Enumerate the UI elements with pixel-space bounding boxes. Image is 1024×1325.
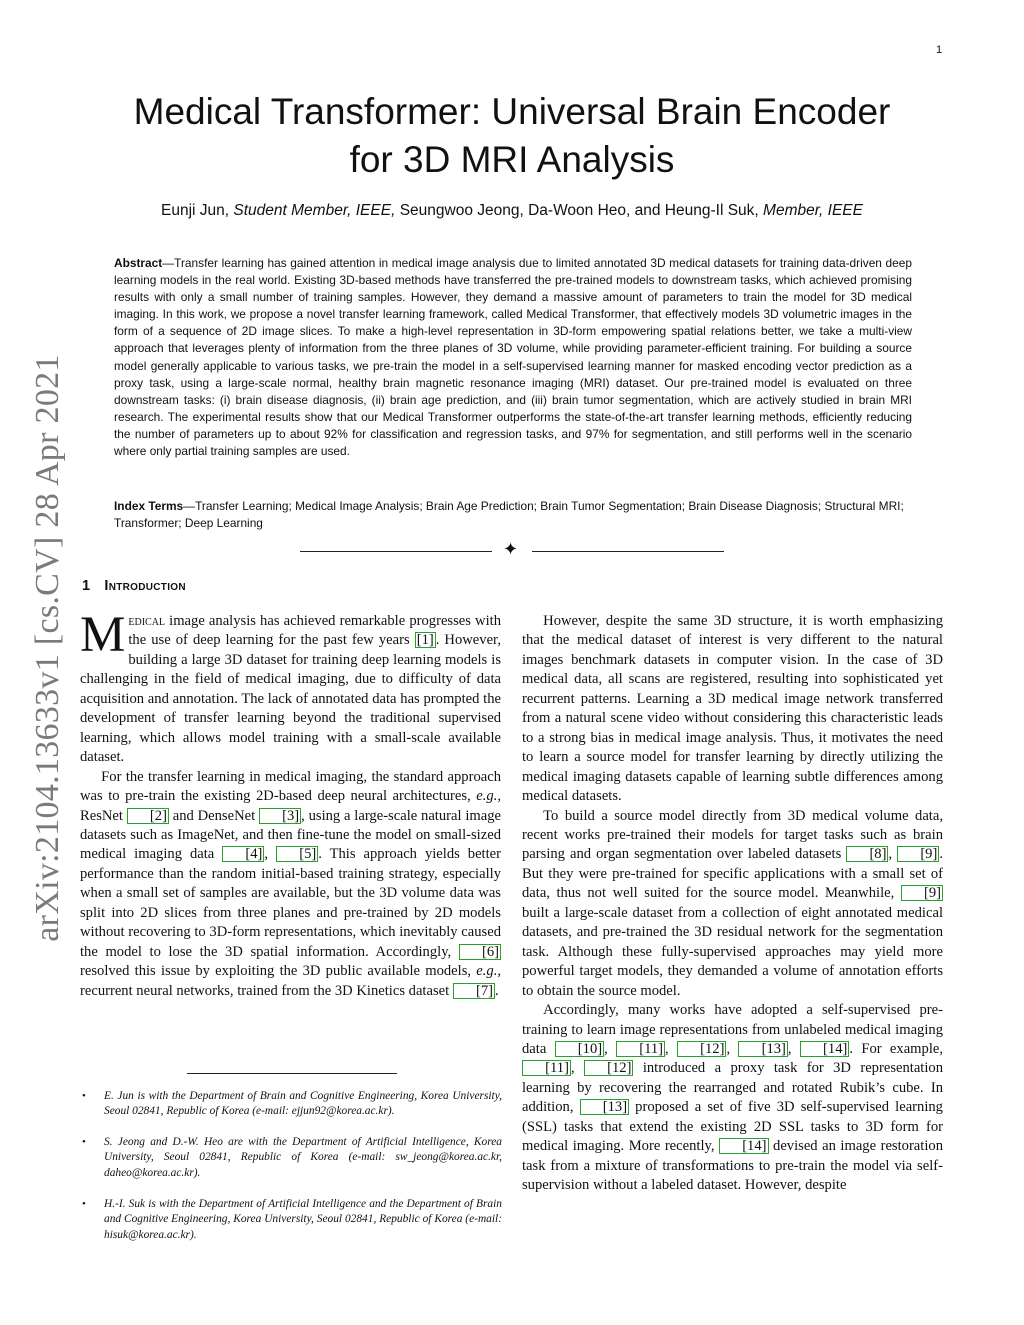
index-terms-text: —Transfer Learning; Medical Image Analysis; Brain Age Prediction; Brain Tumor Segmentation; Brain Disease Diagnosis; Structural MRI; Transformer; Deep Learning [114,499,904,531]
abstract-text: —Transfer learning has gained attention in medical image analysis due to limited annotated 3D medical datasets for training data-driven deep learning models in the real world. Existing 3D-based methods have transferred the pre-trained models to downstream tasks, which achieved promising results with only a small number of training samples. However, they demand a massive amount of parameters to train the model for 3D medical imaging. In this work, we propose a novel transfer learning framework, called Medical Transformer, that effectively models 3D volumetric images in the form of a sequence of 2D image slices. To make a high-level representation in 3D-form empowering spatial relations better, we take a multi-view approach that leverages plenty of information from the three planes of 3D volume, while providing parameter-efficient training. For building a source model generally applicable to various tasks, we pre-train the model in a self-supervised learning manner for masked encoding vector prediction as a proxy task, using a large-scale normal, healthy brain magnetic resonance imaging (MRI) dataset. Our pre-trained model is evaluated on three downstream tasks: (i) brain disease diagnosis, (ii) brain age prediction, and (iii) brain tumor segmentation, which are actively studied in brain MRI research. The experimental results show that our Medical Transformer outperforms the state-of-the-art transfer learning methods, efficiently reducing the number of parameters up to about 92% for classification and regression tasks, and 97% for segmentation, and still performs well in the scenario where only partial training samples are used. [114,256,912,459]
paragraph: Medical image analysis has achieved remarkable progresses with the use of deep learning for the past few years [1] . However, building a large 3D dataset for training deep learning models is challenging in the field of medical imaging, due to difficulty of data acquisition and annotation. The lack of annotated data has prompted the development of transfer learning beyond the traditional supervised learning, which allows model training with a small-scale available dataset. [80,607,501,766]
citation-link[interactable]: [7] [453,983,495,999]
page-number: 1 [936,44,943,56]
abstract [114,255,912,460]
footnote-rule [187,1073,397,1074]
citation-link[interactable]: [4] [222,846,264,862]
paragraph: Accordingly, many works have adopted a self-supervised pre-training to learn image representations from unlabeled medical imaging data [10] , [11] , [12] , [13] , [14] . For example, [11] , [12] introduced a proxy task for 3D representation learning by recovering the rearranged and rotated Rubik’s cube. In addition, [13] proposed a set of five 3D self-supervised learning (SSL) tasks that extend the existing 2D SSL tasks to 3D form for medical imaging. More recently, [14] devised an image restoration task from a mixture of transformations to pre-train the model via self-supervision without a labeled dataset. However, despite [522,1002,944,1194]
right-column [522,612,943,1196]
citation-link[interactable]: [13] [738,1041,787,1057]
citation-link[interactable]: [8] [846,846,888,862]
section-divider [300,541,724,561]
paragraph: However, despite the same 3D structure, it is worth emphasizing that the medical dataset of interest is very different to the natural images benchmark datasets in computer vision. In the case of 3D medical data, all scans are registered, resulting into sophisticated yet recurrent patterns. Learning a 3D medical image network transferred from a natural scene video without considering this characteristic leads to a strong bias in medical image analysis. Thus, it motivates the need to learn a source model for transfer learning by directly utilizing the medical imaging datasets capable of learning subtle differences among medical datasets. [522,613,943,805]
title-line-1: Medical Transformer: Universal Brain Encoder [133,91,891,132]
section-number: 1 [82,578,91,594]
citation-link[interactable]: [12] [677,1041,726,1057]
small-caps-word: edical [128,613,166,629]
index-terms-label: Index Terms [114,499,184,513]
citation-link[interactable]: [5] [276,846,318,862]
footnote [82,1089,502,1120]
citation-link[interactable]: [9] [897,846,939,862]
paragraph: To build a source model directly from 3D medical volume data, recent works pre-trained their models for target tasks such as brain parsing and organ segmentation over labeled datasets [8] , [9] . But they were pre-trained for specific applications with a small set of data, thus not well suited for the source model. Meanwhile, [9] built a large-scale dataset from a collection of eight annotated medical datasets, and pre-trained the 3D residual network for the segmentation task. Although these fully-supervised approaches may yield more powerful target models, they demanded a volume of annotation efforts to obtain the source model. [522,807,943,999]
left-column [80,607,501,1001]
citation-link[interactable]: [13] [580,1099,629,1115]
citation-link[interactable]: [14] [800,1041,849,1057]
citation-link[interactable]: [9] [901,885,943,901]
citation-link[interactable]: [6] [459,944,501,960]
section-title: Introduction [104,578,186,594]
divider-rule-right [532,551,724,552]
paragraph: For the transfer learning in medical imaging, the standard approach was to pre-train the existing 2D-based deep neural architectures, e.g., ResNet [2] and DenseNet [3] , using a large-scale natural image datasets such as ImageNet, and then fine-tune the model on small-sized medical imaging data [4] , [5] . This approach yields better performance than the random initial-based training strategy, especially when a small set of samples are available, but the 3D volume data was split into 2D slices from three planes and pre-trained by 2D models without recovering to 3D-form representations, which inevitably caused the model to lose the 3D spatial information. Accordingly, [6] resolved this issue by exploiting the 3D public available models, e.g., recurrent neural networks, trained from the 3D Kinetics dataset [7] . [80,768,501,999]
author-1: Eunji Jun, [161,202,234,219]
footnote-text: S. Jeong and D.-W. Heo are with the Department of Artificial Intelligence, Korea University, Seoul 02841, Republic of Korea (e-mail: sw_jeong@korea.ac.kr, daheo@korea.ac.kr). [104,1136,502,1179]
drop-cap: M [80,607,126,663]
divider-diamond-icon: ✦ [503,539,519,560]
citation-link[interactable]: [12] [584,1060,633,1076]
divider-rule-left [300,551,492,552]
bullet-icon: • [82,1090,86,1102]
arxiv-id-text: arXiv:2104.13633v1 [cs.CV] 28 Apr 2021 [29,353,66,942]
paper-title [90,88,934,184]
abstract-label: Abstract [114,256,163,270]
footnote-text: H.-I. Suk is with the Department of Artificial Intelligence and the Department of Brain and Cognitive Engineering, Korea University, Seoul 02841, Republic of Korea (e-mail: hisuk@korea.ac.kr). [104,1198,502,1241]
title-line-2: for 3D MRI Analysis [349,139,675,180]
author-1-role: Student Member, IEEE, [233,202,396,219]
citation-link[interactable]: [1] [416,632,434,649]
citation-link[interactable]: [11] [522,1060,571,1076]
index-terms [114,498,912,532]
citation-link[interactable]: [10] [555,1041,604,1057]
arxiv-identifier [28,350,68,945]
other-authors: Seungwoo Jeong, Da-Woon Heo, and Heung-Il Suk, [395,202,764,219]
footnote-text: E. Jun is with the Department of Brain and Cognitive Engineering, Korea University, Seoul 02841, Republic of Korea (e-mail: ejjun92@korea.ac.kr). [104,1090,502,1118]
footnote [82,1135,502,1181]
citation-link[interactable]: [3] [259,808,301,824]
last-author-role: Member, IEEE [763,202,863,219]
citation-link[interactable]: [14] [719,1138,768,1154]
citation-link[interactable]: [2] [127,808,169,824]
author-list [70,202,954,220]
citation-link[interactable]: [11] [616,1041,665,1057]
footnote [82,1197,502,1243]
bullet-icon: • [82,1136,86,1148]
bullet-icon: • [82,1198,86,1210]
section-heading [82,578,186,594]
